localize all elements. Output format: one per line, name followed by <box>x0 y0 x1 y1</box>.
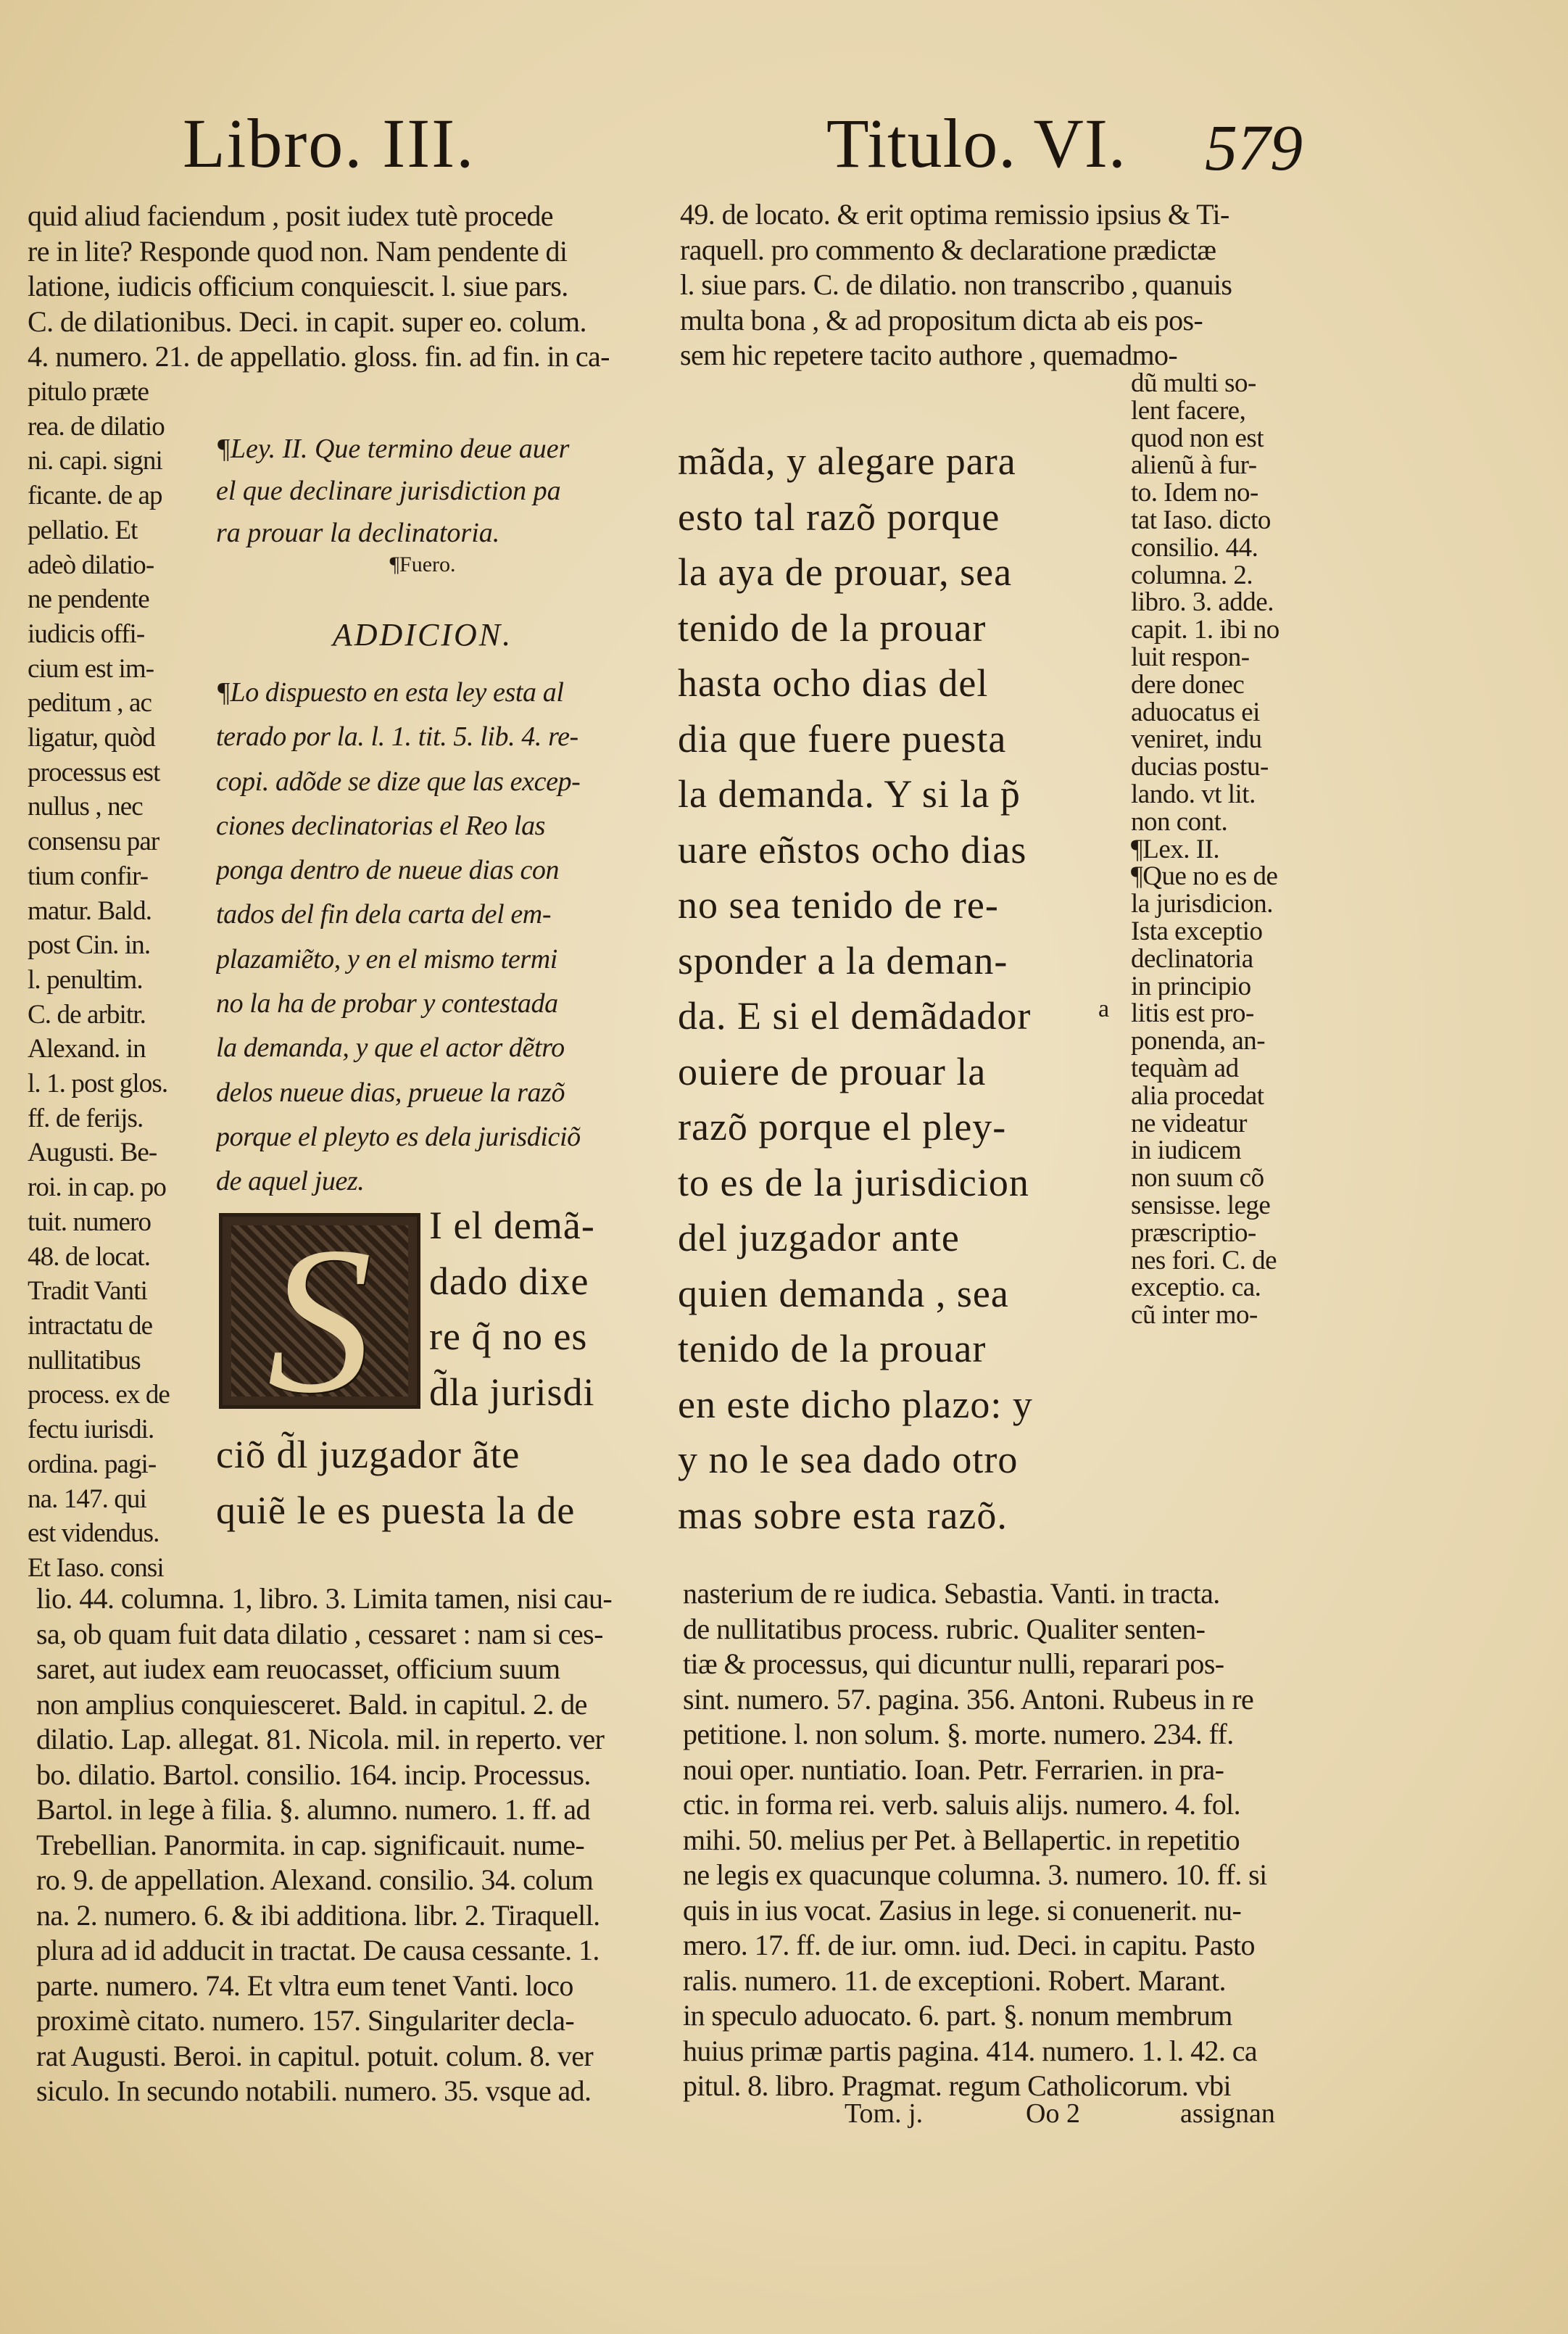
text-line: quiẽ le es puesta la de <box>216 1488 576 1532</box>
text-line: non amplius conquiesceret. Bald. in capitul. 2. de <box>36 1687 587 1721</box>
text-line: in iudicem <box>1131 1137 1242 1165</box>
text-line: parte. numero. 74. Et vltra eum tenet Vanti. loco <box>36 1969 573 2002</box>
text-line: capit. 1. ibi no <box>1131 616 1279 644</box>
text-line: consilio. 44. <box>1131 534 1258 562</box>
text-line: l. siue pars. C. de dilatio. non transcribo , quanuis <box>680 268 1232 301</box>
text-line: C. de arbitr. <box>28 999 146 1030</box>
text-line: la jurisdicion. <box>1131 890 1273 918</box>
text-line: proximè citato. numero. 157. Singulariter decla- <box>36 2004 575 2037</box>
footer-volume: Tom. j. <box>845 2098 924 2129</box>
law-text-right <box>678 434 1102 1543</box>
page-number: 579 <box>1205 112 1303 184</box>
text-line: ducias postu- <box>1131 753 1269 781</box>
text-line: mas sobre esta razõ. <box>678 1493 1008 1537</box>
text-line: rat Augusti. Beroi. in capitul. potuit. colum. 8. ver <box>36 2039 594 2072</box>
text-line: est videndus. <box>28 1518 159 1549</box>
text-line: la demanda. Y si la p̃ <box>678 772 1021 816</box>
text-line: re q̃ no es <box>429 1315 588 1358</box>
text-line: roi. in cap. po <box>28 1172 166 1203</box>
text-line: tiæ & processus, qui dicuntur nulli, reparari pos- <box>683 1647 1224 1680</box>
text-line: columna. 2. <box>1131 561 1253 589</box>
law-text-below-initial <box>216 1427 644 1538</box>
text-line: præscriptio- <box>1131 1219 1256 1247</box>
text-line: nes fori. C. de <box>1131 1246 1277 1275</box>
text-line: porque el pleyto es dela jurisdiciõ <box>216 1121 581 1152</box>
text-line: terado por la. l. 1. tit. 5. lib. 4. re- <box>216 721 578 753</box>
text-line: plazamiẽto, y en el mismo termi <box>216 943 557 974</box>
text-line: tenido de la prouar <box>678 1327 987 1370</box>
right-gloss-bottom <box>683 1576 1314 2104</box>
decorated-initial <box>219 1213 420 1409</box>
text-line: quod non est <box>1131 424 1264 452</box>
text-line: peditum , ac <box>28 688 152 719</box>
text-line: latione, iudicis officium conquiescit. l. siue pars. <box>28 270 568 302</box>
text-line: ¶Ley. II. Que termino deue auer <box>216 434 570 464</box>
text-line: hasta ocho dias del <box>678 661 989 705</box>
text-line: petitione. l. non solum. §. morte. numero. 234. ff. <box>683 1718 1234 1750</box>
text-line: non cont. <box>1131 808 1228 836</box>
text-line: nasterium de re iudica. Sebastia. Vanti. in tracta. <box>683 1577 1220 1610</box>
text-line: 48. de locat. <box>28 1241 151 1272</box>
text-line: post Cin. in. <box>28 930 151 961</box>
text-line: Tradit Vanti <box>28 1276 147 1307</box>
text-line: quid aliud faciendum , posit iudex tutè procede <box>28 199 553 232</box>
text-line: razõ porque el pley- <box>678 1105 1007 1149</box>
text-line: sa, ob quam fuit data dilatio , cessaret : nam si ces- <box>36 1617 603 1650</box>
text-line: ponenda, an- <box>1131 1027 1266 1055</box>
text-line: l. 1. post glos. <box>28 1069 168 1099</box>
text-line: dia que fuere puesta <box>678 716 1007 761</box>
text-line: lio. 44. columna. 1, libro. 3. Limita tamen, nisi cau- <box>36 1582 613 1615</box>
text-line: ne pendente <box>28 584 149 615</box>
text-line: pitulo præte <box>28 377 149 407</box>
text-line: bo. dilatio. Bartol. consilio. 164. incip. Processus. <box>36 1758 591 1791</box>
text-line: 4. numero. 21. de appellatio. gloss. fin. ad fin. in ca- <box>28 340 610 373</box>
text-line: uare eñstos ocho dias <box>678 827 1027 872</box>
text-line: de aquel juez. <box>216 1166 365 1197</box>
text-line: lando. vt lit. <box>1131 780 1256 808</box>
text-line: processus est <box>28 757 160 787</box>
text-line: cium est im- <box>28 653 154 684</box>
text-line: ciõ d̃l juzgador ãte <box>216 1433 520 1476</box>
law-text-beside-initial <box>429 1198 639 1420</box>
text-line: sem hic repetere tacito authore , quemadmo- <box>680 339 1178 371</box>
text-line: ordina. pagi- <box>28 1449 157 1479</box>
text-line: plura ad id adducit in tractat. De causa cessante. 1. <box>36 1934 600 1966</box>
text-line: Et Iaso. consi <box>28 1552 164 1583</box>
text-line: da. E si el demãdador <box>678 994 1032 1038</box>
text-line: l. penultim. <box>28 964 143 995</box>
text-line: copi. adõde se dize que las excep- <box>216 766 581 797</box>
text-line: la aya de prouar, sea <box>678 550 1013 594</box>
text-line: I el demã- <box>429 1204 595 1247</box>
text-line: veniret, indu <box>1131 726 1262 754</box>
text-line: quis in ius vocat. Zasius in lege. si conuenerit. nu- <box>683 1893 1242 1927</box>
text-line: tados del fin dela carta del em- <box>216 899 552 930</box>
text-line: de nullitatibus process. rubric. Qualiter senten- <box>683 1612 1206 1645</box>
running-head-title: Titulo. VI. <box>826 104 1127 182</box>
text-line: iudicis offi- <box>28 618 145 649</box>
text-line: cũ inter mo- <box>1131 1302 1258 1329</box>
text-line: lent facere, <box>1131 397 1246 425</box>
text-line: del juzgador ante <box>678 1216 960 1259</box>
text-line: exceptio. ca. <box>1131 1274 1261 1302</box>
text-line: consensu par <box>28 827 159 857</box>
text-line: ne videatur <box>1131 1109 1247 1138</box>
text-line: C. de dilationibus. Deci. in capit. super eo. colum. <box>28 305 586 338</box>
text-line: Augusti. Be- <box>28 1138 157 1168</box>
text-line: ¶Que no es de <box>1131 863 1278 891</box>
text-line: re in lite? Responde quod non. Nam pendente di <box>28 234 568 268</box>
text-line: ni. capi. signi <box>28 446 162 476</box>
text-line: quien demanda , sea <box>678 1271 1009 1315</box>
text-line: na. 147. qui <box>28 1483 146 1514</box>
law-title <box>216 428 629 554</box>
margin-letter: a <box>1098 996 1110 1022</box>
fuero-label: ¶Fuero. <box>389 553 456 576</box>
text-line: tuit. numero <box>28 1207 152 1237</box>
text-line: luit respon- <box>1131 643 1250 671</box>
right-gloss-top <box>680 197 1311 373</box>
text-line: saret, aut iudex eam reuocasset, officium suum <box>36 1652 560 1685</box>
text-line: ralis. numero. 11. de exceptioni. Robert. Marant. <box>683 1963 1226 1997</box>
text-line: no la ha de probar y contestada <box>216 988 558 1019</box>
text-line: in principio <box>1131 972 1251 1001</box>
text-line: ¶Lex. II. <box>1131 835 1220 864</box>
text-line: in speculo aduocato. 6. part. §. nonum membrum <box>683 1999 1232 2032</box>
text-line: mero. 17. ff. de iur. omn. iud. Deci. in capitu. Pasto <box>683 1929 1255 1961</box>
text-line: dũ multi so- <box>1131 370 1256 397</box>
text-line: siculo. In secundo notabili. numero. 35. vsque ad. <box>36 2074 592 2107</box>
text-line: matur. Bald. <box>28 895 152 926</box>
text-line: Bartol. in lege à filia. §. alumno. numero. 1. ff. ad <box>36 1793 590 1826</box>
text-line: Ista exceptio <box>1131 917 1263 945</box>
text-line: el que declinare jurisdiction pa <box>216 476 561 506</box>
text-line: tequàm ad <box>1131 1054 1239 1083</box>
text-line: tat Iaso. dicto <box>1131 506 1271 534</box>
text-line: noui oper. nuntiatio. Ioan. Petr. Ferrarien. in pra- <box>683 1752 1224 1786</box>
left-gloss-narrow <box>28 375 188 1586</box>
text-line: ficante. de ap <box>28 481 162 511</box>
text-line: non suum cõ <box>1131 1164 1264 1192</box>
addicion-text <box>216 671 629 1204</box>
text-line: alienũ à fur- <box>1131 452 1257 480</box>
text-line: rea. de dilatio <box>28 411 165 442</box>
text-line: mãda, y alegare para <box>678 439 1016 483</box>
text-line: la demanda, y que el actor dẽtro <box>216 1032 565 1064</box>
text-line: tium confir- <box>28 861 149 891</box>
text-line: dado dixe <box>429 1259 589 1303</box>
text-line: ¶Lo dispuesto en esta ley esta al <box>216 677 564 708</box>
text-line: to. Idem no- <box>1131 479 1258 507</box>
footer-catchword: assignan <box>1180 2098 1275 2129</box>
text-line: en este dicho plazo: y <box>678 1382 1033 1426</box>
text-line: ra prouar la declinatoria. <box>216 518 500 548</box>
text-line: pitul. 8. libro. Pragmat. regum Catholicorum. vbi <box>683 2069 1232 2102</box>
text-line: adeò dilatio- <box>28 550 154 580</box>
left-gloss-top <box>28 199 629 375</box>
text-line: ciones declinatorias el Reo las <box>216 810 546 841</box>
text-line: mihi. 50. melius per Pet. à Bellapertic. in repetitio <box>683 1823 1240 1856</box>
text-line: multa bona , & ad propositum dicta ab eis pos- <box>680 303 1203 336</box>
text-line: declinatoria <box>1131 945 1253 973</box>
text-line: delos nueue dias, prueue la razõ <box>216 1077 565 1108</box>
text-line: d̃la jurisdi <box>429 1370 595 1414</box>
text-line: dilatio. Lap. allegat. 81. Nicola. mil. in reperto. ver <box>36 1723 605 1755</box>
footer-signature: Oo 2 <box>1026 2098 1080 2129</box>
text-line: ff. de ferijs. <box>28 1103 144 1133</box>
text-line: libro. 3. adde. <box>1131 589 1274 617</box>
text-line: tenido de la prouar <box>678 605 987 650</box>
text-line: alia procedat <box>1131 1082 1264 1110</box>
text-line: esto tal razõ porque <box>678 494 1000 539</box>
text-line: sponder a la deman- <box>678 938 1008 982</box>
text-line: litis est pro- <box>1131 1000 1254 1028</box>
text-line: raquell. pro commento & declaratione prædictæ <box>680 233 1216 266</box>
text-line: aduocatus ei <box>1131 698 1260 727</box>
text-line: process. ex de <box>28 1380 170 1410</box>
text-line: dere donec <box>1131 671 1245 699</box>
text-line: ro. 9. de appellation. Alexand. consilio. 34. colum <box>36 1863 594 1896</box>
text-line: na. 2. numero. 6. & ibi additiona. libr. 2. Tiraquell. <box>36 1898 600 1932</box>
text-line: ouiere de prouar la <box>678 1049 987 1093</box>
text-line: intractatu de <box>28 1310 153 1341</box>
text-line: Trebellian. Panormita. in cap. significauit. nume- <box>36 1828 585 1861</box>
initial-letter: S <box>267 1213 373 1409</box>
text-line: pellatio. Et <box>28 515 138 545</box>
text-line: y no le sea dado otro <box>678 1438 1019 1481</box>
text-line: ctic. in forma rei. verb. saluis alijs. numero. 4. fol. <box>683 1788 1241 1821</box>
text-line: ligatur, quòd <box>28 723 155 753</box>
text-line: fectu iurisdi. <box>28 1415 154 1445</box>
right-gloss-narrow <box>1131 370 1308 1329</box>
text-line: huius primæ partis pagina. 414. numero. 1. l. 42. ca <box>683 2034 1258 2067</box>
text-line: sensisse. lege <box>1131 1191 1271 1220</box>
text-line: to es de la jurisdicion <box>678 1160 1029 1204</box>
text-line: ne legis ex quacunque columna. 3. numero. 10. ff. si <box>683 1858 1267 1891</box>
left-gloss-bottom <box>36 1581 645 2109</box>
running-head-book: Libro. III. <box>183 104 476 182</box>
text-line: nullitatibus <box>28 1345 141 1375</box>
text-line: sint. numero. 57. pagina. 356. Antoni. Rubeus in re <box>683 1682 1254 1716</box>
text-line: ponga dentro de nueue dias con <box>216 855 560 886</box>
text-line: nullus , nec <box>28 792 143 822</box>
text-line: no sea tenido de re- <box>678 883 999 927</box>
text-line: Alexand. in <box>28 1034 146 1064</box>
text-line: 49. de locato. & erit optima remissio ipsius & Ti- <box>680 198 1229 231</box>
addicion-heading: ADDICION. <box>332 617 513 653</box>
